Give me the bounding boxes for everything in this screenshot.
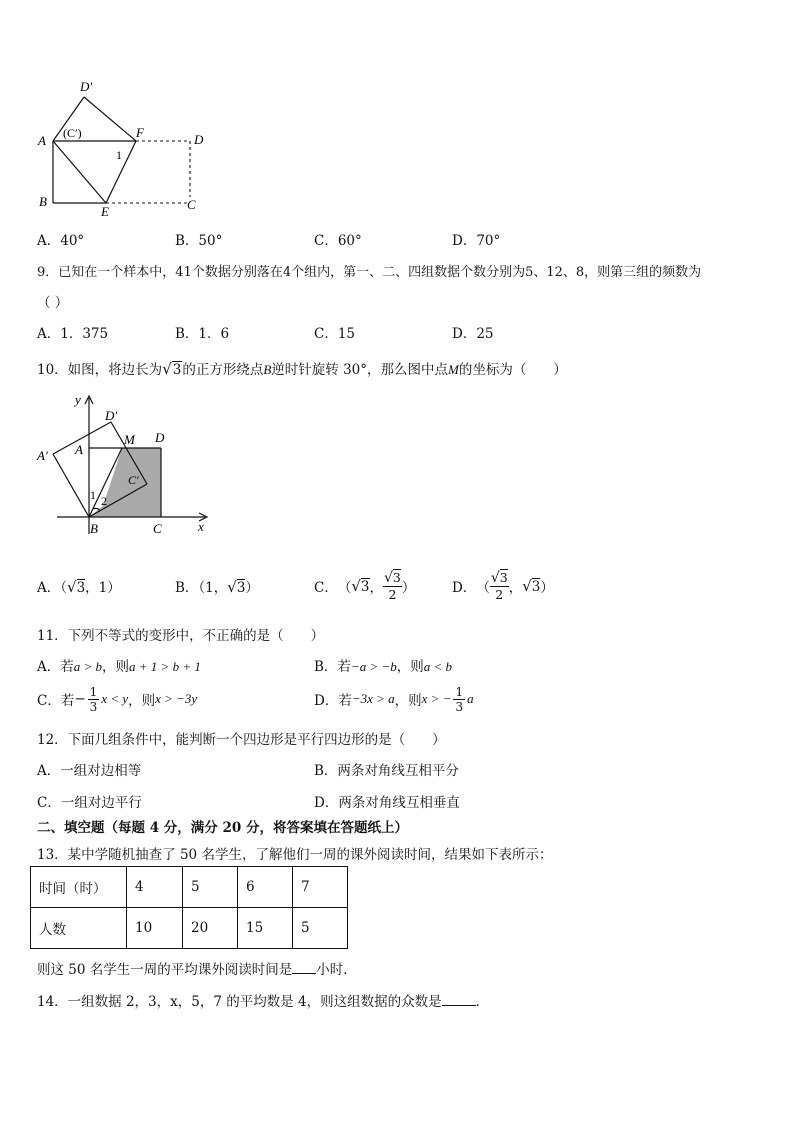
table-cell: 10: [127, 908, 183, 949]
q8-figure: [30, 75, 210, 217]
label-d-prime: D′: [80, 79, 93, 94]
label-f: F: [136, 125, 144, 140]
label-m: M: [124, 432, 135, 447]
q10-option-c: C． （ √ 3 ， √3 2 ）: [314, 570, 416, 602]
table-cell: 7: [293, 867, 348, 908]
label-b: B: [39, 194, 47, 209]
axis-y-label: y: [75, 392, 81, 407]
label-a: A: [38, 133, 46, 148]
q11-stem: 11．下列不等式的变形中，不正确的是（ ）: [37, 628, 325, 644]
q10-option-a: A．（√3，1）: [37, 578, 121, 596]
label-c-prime: C′: [128, 473, 139, 487]
table-row: [31, 908, 348, 949]
table-cell: 时间（时）: [31, 867, 127, 908]
q12-option-c: C．一组对边平行: [37, 795, 142, 811]
q11-option-c: C． 若 − $\frac{1}{3}$ x < y ，则 x > −3y: [37, 684, 198, 714]
table-cell: 4: [127, 867, 183, 908]
q13-stem: 13．某中学随机抽查了 50 名学生，了解他们一周的课外阅读时间，结果如下表所示：: [37, 847, 553, 863]
label-angle-2: 2: [101, 494, 107, 508]
q9-option-c: C．15: [314, 326, 356, 342]
q14-stem: 14．一组数据 2，3，x，5，7 的平均数是 4，则这组数据的众数是 ．: [37, 994, 490, 1010]
q8-option-a: A．40°: [37, 233, 85, 249]
sqrt-3: √3: [162, 360, 182, 378]
table-row: [31, 867, 348, 908]
label-c: C: [153, 521, 162, 536]
label-a: A: [75, 442, 83, 457]
q12-option-a: A．一组对边相等: [37, 763, 142, 779]
q9-stem-line2: （ ）: [37, 295, 69, 311]
q12-option-d: D．两条对角线互相垂直: [314, 795, 460, 811]
label-a-prime: A′: [37, 448, 48, 463]
q13-table: [30, 866, 348, 949]
q8-option-c: C．60°: [314, 233, 362, 249]
label-d: D: [194, 132, 204, 147]
label-b: B: [90, 521, 98, 536]
q14-answer-blank[interactable]: [442, 993, 476, 1006]
label-angle-1: 1: [116, 148, 122, 162]
q8-option-b: B．50°: [175, 233, 223, 249]
q13-answer-blank[interactable]: [292, 961, 316, 974]
q13-after-table: 则这 50 名学生一周的平均课外阅读时间是 小时．: [37, 962, 357, 978]
label-angle-1: 1: [90, 488, 96, 502]
q8-option-d: D．70°: [452, 233, 501, 249]
label-d: D: [155, 430, 165, 445]
q9-stem-line1: 9．已知在一个样本中，41个数据分别落在4个组内，第一、二、四组数据个数分别为5、12、8，则第三组的频数为: [37, 265, 702, 280]
q12-stem: 12．下面几组条件中，能判断一个四边形是平行四边形的是（ ）: [37, 732, 446, 748]
q9-option-b: B．1．6: [175, 326, 230, 342]
table-cell: 6: [238, 867, 293, 908]
table-cell: 15: [238, 908, 293, 949]
q9-option-d: D．25: [452, 326, 494, 342]
q10-option-b: B．（1，√3）: [175, 578, 259, 596]
table-cell: 5: [183, 867, 238, 908]
q11-option-b: B．若−a > −b，则a < b: [314, 659, 453, 675]
table-cell: 20: [183, 908, 238, 949]
label-c-prime: (C′): [63, 126, 82, 140]
table-cell: 人数: [31, 908, 127, 949]
table-cell: 5: [293, 908, 348, 949]
label-d-prime: D′: [105, 408, 118, 423]
q10-stem: 10．如图，将边长为√3的正方形绕点B逆时针旋转 30°，那么图中点M的坐标为（ ）: [37, 360, 567, 378]
axis-x-label: x: [198, 519, 204, 534]
label-c: C: [187, 197, 196, 212]
label-e: E: [101, 204, 109, 217]
q9-option-a: A．1．375: [37, 326, 109, 342]
q10-figure: [35, 390, 220, 540]
q10-option-d: D． （ √3 2 ， √ 3 ）: [452, 570, 554, 602]
q11-option-a: A．若a > b，则a + 1 > b + 1: [37, 659, 201, 675]
q11-option-d: D． 若 −3x > a ，则 x > − $\frac{1}{3}$ a: [314, 684, 474, 714]
section-2-title: 二、填空题（每题 4 分，满分 20 分，将答案填在答题纸上）: [37, 820, 408, 836]
q12-option-b: B．两条对角线互相平分: [314, 763, 459, 779]
